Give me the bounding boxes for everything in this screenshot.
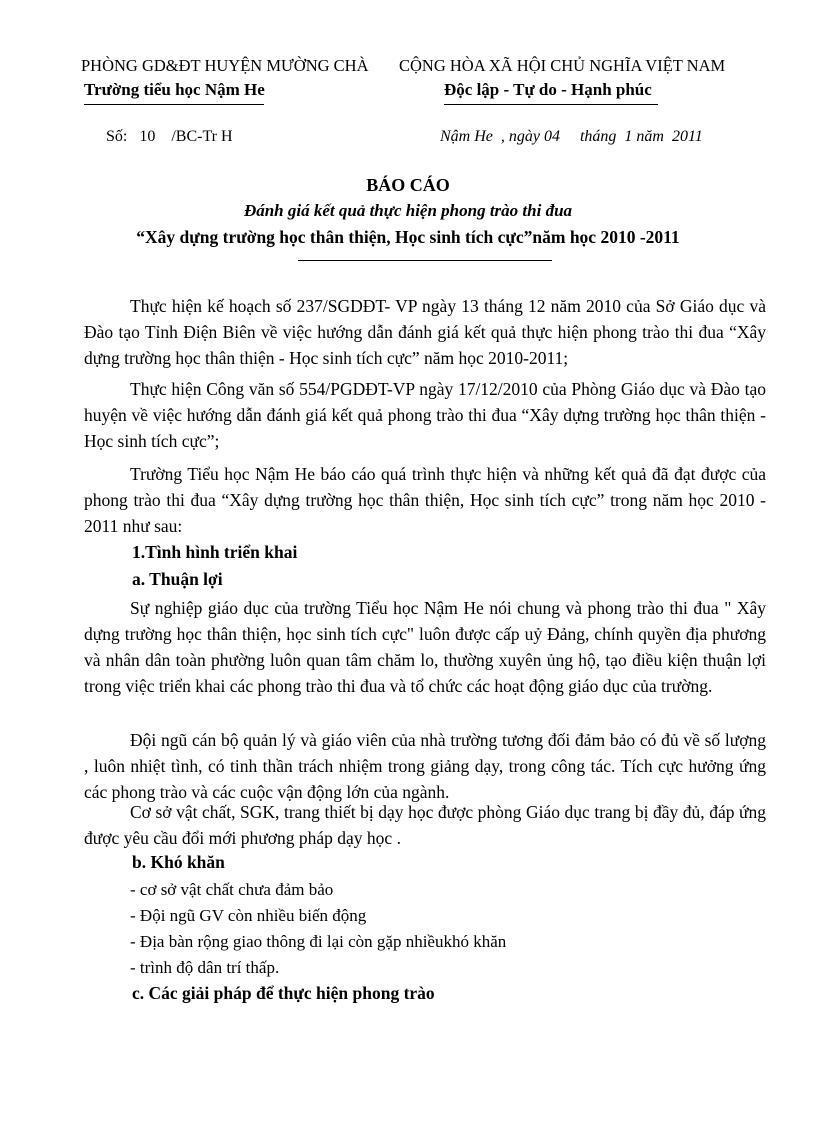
school-name: Trường tiểu học Nậm He (84, 80, 265, 99)
report-subtitle-1: Đánh giá kết quả thực hiện phong trào thi đua (243, 201, 573, 220)
paragraph-3: Trường Tiểu học Nậm He báo cáo quá trình thực hiện và những kết quả đã đạt được của phong trào thi đua “Xây dựng trường học thân thiện, Học sinh tích cực” trong năm học 2010 - 2011 như sau: (84, 464, 766, 536)
document-number: Số: 10 /BC-Tr H (106, 128, 233, 145)
list-item: - Đội ngũ GV còn nhiều biến động (130, 906, 367, 925)
report-subtitle-2: “Xây dựng trường học thân thiện, Học sinh tích cực”năm học 2010 -2011 (136, 227, 680, 247)
section-heading-1: 1.Tình hình triển khai (132, 542, 298, 562)
school-underline (84, 104, 264, 105)
paragraph-5: Đội ngũ cán bộ quản lý và giáo viên của nhà trường tương đối đảm bảo có đủ về số lượng , luôn nhiệt tình, có tinh thần trách nhiệm trong giảng dạy, trong công tác. Tích cực hưởng ứng các phong trào và các cuộc vận động lớn của ngành. (84, 730, 766, 802)
paragraph-2: Thực hiện Công văn số 554/PGDĐT-VP ngày 17/12/2010 của Phòng Giáo dục và Đào tạo huyện về việc hướng dẫn đánh giá kết quả phong trào thi đua “Xây dựng trường học thân thiện - Học sinh tích cực”; (84, 379, 766, 451)
list-item: - trình độ dân trí thấp. (130, 958, 280, 977)
country-name: CỘNG HÒA XÃ HỘI CHỦ NGHĨA VIỆT NAM (399, 56, 726, 75)
paragraph-1: Thực hiện kế hoạch số 237/SGDĐT- VP ngày 13 tháng 12 năm 2010 của Sở Giáo dục và Đào tạo Tỉnh Điện Biên về việc hướng dẫn đánh giá kết quả thực hiện phong trào thi đua “Xây dựng trường học thân thiện - Học sinh tích cực” năm học 2010-2011; (84, 296, 766, 368)
subheading-difficulties: b. Khó khăn (132, 852, 225, 872)
national-motto: Độc lập - Tự do - Hạnh phúc (444, 80, 652, 99)
department-name: PHÒNG GD&ĐT HUYỆN MƯỜNG CHÀ (81, 56, 369, 75)
list-item: - cơ sở vật chất chưa đảm bảo (130, 880, 334, 899)
title-underline (298, 260, 552, 261)
motto-underline (444, 104, 658, 105)
report-title: BÁO CÁO (366, 175, 450, 195)
subheading-advantages: a. Thuận lợi (132, 569, 223, 589)
subheading-solutions: c. Các giải pháp để thực hiện phong trào (132, 983, 435, 1003)
paragraph-4: Sự nghiệp giáo dục của trường Tiểu học Nậm He nói chung và phong trào thi đua " Xây dựng trường học thân thiện, học sinh tích cực" luôn được cấp uỷ Đảng, chính quyền địa phương và nhân dân toàn phường luôn quan tâm chăm lo, thường xuyên ủng hộ, tạo điều kiện thuận lợi trong việc triển khai các phong trào thi đua và tổ chức các hoạt động giáo dục của trường. (84, 598, 766, 696)
list-item: - Địa bàn rộng giao thông đi lại còn gặp nhiềukhó khăn (130, 932, 507, 951)
paragraph-6: Cơ sở vật chất, SGK, trang thiết bị dạy học được phòng Giáo dục trang bị đầy đủ, đáp ứng được yêu cầu đổi mới phương pháp dạy học . (84, 802, 766, 848)
place-date: Nậm He , ngày 04 tháng 1 năm 2011 (440, 128, 703, 145)
